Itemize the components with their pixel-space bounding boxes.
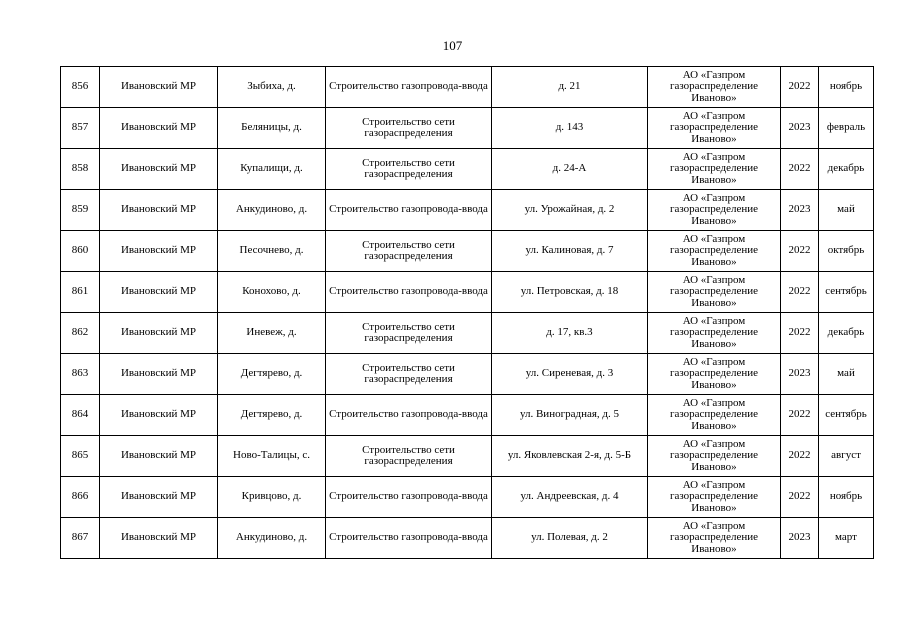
cell-work-type: Строительство газопровода-ввода — [326, 272, 492, 313]
cell-month: декабрь — [819, 313, 874, 354]
cell-month: август — [819, 436, 874, 477]
table-row — [61, 190, 874, 231]
cell-year: 2022 — [781, 313, 819, 354]
cell-month: декабрь — [819, 149, 874, 190]
cell-address: ул. Петровская, д. 18 — [492, 272, 648, 313]
cell-work-type: Строительство сети газораспределения — [326, 231, 492, 272]
cell-number: 865 — [61, 436, 100, 477]
cell-work-type: Строительство газопровода-ввода — [326, 477, 492, 518]
cell-work-type: Строительство сети газораспределения — [326, 108, 492, 149]
cell-number: 857 — [61, 108, 100, 149]
cell-organization: АО «Газпром газораспределение Иваново» — [648, 272, 781, 313]
table-row — [61, 108, 874, 149]
cell-district: Ивановский МР — [100, 272, 218, 313]
cell-locality: Конохово, д. — [218, 272, 326, 313]
cell-year: 2022 — [781, 272, 819, 313]
cell-address: ул. Андреевская, д. 4 — [492, 477, 648, 518]
cell-year: 2023 — [781, 518, 819, 559]
cell-organization: АО «Газпром газораспределение Иваново» — [648, 67, 781, 108]
cell-month: февраль — [819, 108, 874, 149]
cell-district: Ивановский МР — [100, 67, 218, 108]
cell-locality: Беляницы, д. — [218, 108, 326, 149]
table-body — [61, 67, 874, 559]
cell-locality: Иневеж, д. — [218, 313, 326, 354]
gasification-table — [60, 66, 874, 559]
cell-district: Ивановский МР — [100, 477, 218, 518]
cell-year: 2023 — [781, 108, 819, 149]
cell-number: 858 — [61, 149, 100, 190]
cell-locality: Купалищи, д. — [218, 149, 326, 190]
cell-year: 2022 — [781, 436, 819, 477]
cell-district: Ивановский МР — [100, 518, 218, 559]
cell-work-type: Строительство газопровода-ввода — [326, 190, 492, 231]
cell-number: 861 — [61, 272, 100, 313]
table-row — [61, 272, 874, 313]
cell-address: д. 21 — [492, 67, 648, 108]
cell-year: 2022 — [781, 477, 819, 518]
cell-work-type: Строительство сети газораспределения — [326, 354, 492, 395]
table-row — [61, 518, 874, 559]
cell-year: 2022 — [781, 67, 819, 108]
cell-work-type: Строительство газопровода-ввода — [326, 395, 492, 436]
cell-work-type: Строительство газопровода-ввода — [326, 67, 492, 108]
cell-address: д. 17, кв.3 — [492, 313, 648, 354]
table-row — [61, 149, 874, 190]
cell-locality: Зыбиха, д. — [218, 67, 326, 108]
cell-month: сентябрь — [819, 272, 874, 313]
cell-locality: Песочнево, д. — [218, 231, 326, 272]
table-row — [61, 477, 874, 518]
cell-organization: АО «Газпром газораспределение Иваново» — [648, 518, 781, 559]
cell-district: Ивановский МР — [100, 395, 218, 436]
cell-work-type: Строительство сети газораспределения — [326, 149, 492, 190]
cell-district: Ивановский МР — [100, 108, 218, 149]
cell-month: ноябрь — [819, 477, 874, 518]
cell-address: ул. Полевая, д. 2 — [492, 518, 648, 559]
cell-work-type: Строительство сети газораспределения — [326, 436, 492, 477]
cell-district: Ивановский МР — [100, 354, 218, 395]
cell-address: ул. Калиновая, д. 7 — [492, 231, 648, 272]
cell-organization: АО «Газпром газораспределение Иваново» — [648, 190, 781, 231]
table-row — [61, 231, 874, 272]
cell-number: 867 — [61, 518, 100, 559]
cell-month: октябрь — [819, 231, 874, 272]
cell-locality: Анкудиново, д. — [218, 518, 326, 559]
cell-number: 860 — [61, 231, 100, 272]
table-row — [61, 313, 874, 354]
cell-address: ул. Урожайная, д. 2 — [492, 190, 648, 231]
cell-year: 2022 — [781, 395, 819, 436]
page-number: 107 — [442, 38, 463, 53]
cell-year: 2022 — [781, 231, 819, 272]
cell-organization: АО «Газпром газораспределение Иваново» — [648, 395, 781, 436]
cell-year: 2023 — [781, 354, 819, 395]
cell-organization: АО «Газпром газораспределение Иваново» — [648, 149, 781, 190]
cell-organization: АО «Газпром газораспределение Иваново» — [648, 477, 781, 518]
table-row — [61, 436, 874, 477]
cell-number: 856 — [61, 67, 100, 108]
cell-number: 862 — [61, 313, 100, 354]
cell-district: Ивановский МР — [100, 190, 218, 231]
cell-month: май — [819, 190, 874, 231]
cell-district: Ивановский МР — [100, 313, 218, 354]
cell-organization: АО «Газпром газораспределение Иваново» — [648, 231, 781, 272]
cell-number: 859 — [61, 190, 100, 231]
cell-district: Ивановский МР — [100, 231, 218, 272]
cell-locality: Дегтярево, д. — [218, 395, 326, 436]
cell-month: март — [819, 518, 874, 559]
cell-locality: Ново-Талицы, с. — [218, 436, 326, 477]
cell-year: 2023 — [781, 190, 819, 231]
cell-number: 866 — [61, 477, 100, 518]
cell-year: 2022 — [781, 149, 819, 190]
table-row — [61, 395, 874, 436]
cell-month: сентябрь — [819, 395, 874, 436]
cell-address: ул. Сиреневая, д. 3 — [492, 354, 648, 395]
cell-locality: Дегтярево, д. — [218, 354, 326, 395]
cell-district: Ивановский МР — [100, 436, 218, 477]
cell-organization: АО «Газпром газораспределение Иваново» — [648, 313, 781, 354]
cell-number: 863 — [61, 354, 100, 395]
cell-address: д. 24-А — [492, 149, 648, 190]
table-row — [61, 354, 874, 395]
cell-address: ул. Виноградная, д. 5 — [492, 395, 648, 436]
cell-organization: АО «Газпром газораспределение Иваново» — [648, 354, 781, 395]
cell-month: май — [819, 354, 874, 395]
table-row — [61, 67, 874, 108]
cell-locality: Кривцово, д. — [218, 477, 326, 518]
cell-organization: АО «Газпром газораспределение Иваново» — [648, 108, 781, 149]
cell-district: Ивановский МР — [100, 149, 218, 190]
cell-locality: Анкудиново, д. — [218, 190, 326, 231]
cell-work-type: Строительство газопровода-ввода — [326, 518, 492, 559]
cell-work-type: Строительство сети газораспределения — [326, 313, 492, 354]
cell-number: 864 — [61, 395, 100, 436]
cell-month: ноябрь — [819, 67, 874, 108]
cell-organization: АО «Газпром газораспределение Иваново» — [648, 436, 781, 477]
cell-address: д. 143 — [492, 108, 648, 149]
cell-address: ул. Яковлевская 2-я, д. 5-Б — [492, 436, 648, 477]
